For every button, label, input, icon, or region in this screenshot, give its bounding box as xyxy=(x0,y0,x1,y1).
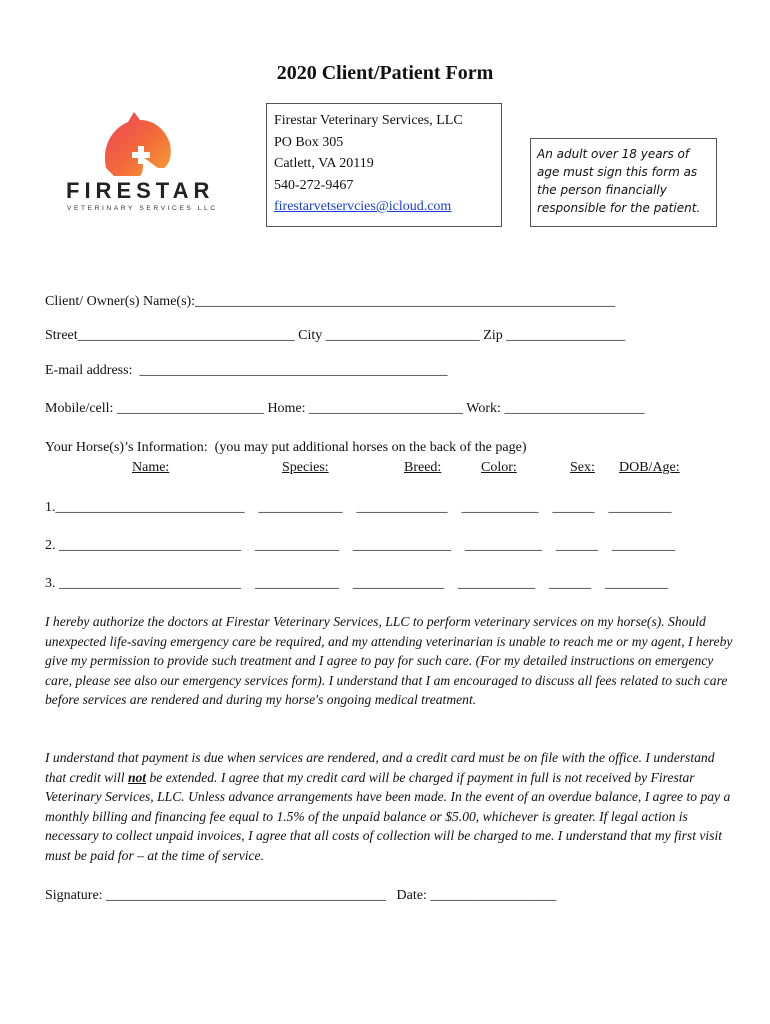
city-state-zip: Catlett, VA 20119 xyxy=(274,156,374,171)
company-name: Firestar Veterinary Services, LLC xyxy=(274,113,463,128)
client-owner-label: Client/ Owner(s) Name(s): xyxy=(45,294,196,309)
zip-label: Zip xyxy=(483,328,503,343)
email-link[interactable]: firestarvetservcies@icloud.com xyxy=(274,199,452,214)
home-label: Home: xyxy=(267,401,306,416)
row-number: 2. xyxy=(45,538,56,553)
payment-text-1: I understand that payment is due when services are rendered, and a credit card must be on file with the office. I understand that credit will xyxy=(45,750,715,785)
form-title: 2020 Client/Patient Form xyxy=(276,62,494,84)
po-box: PO Box 305 xyxy=(274,134,344,150)
zip-field[interactable]: _________________ xyxy=(502,328,626,343)
home-field[interactable]: ______________________ xyxy=(305,401,467,416)
city-field[interactable]: ______________________ xyxy=(322,328,484,343)
row-number: 3. xyxy=(45,576,56,591)
not-emphasis: not xyxy=(127,769,147,785)
payment-text-2: be extended. I agree that my credit card will be charged if payment in full is not received by Firestar Veterinary Services, LLC. Unless advance arrangements have been made. In the event of an overdue balance, I agree to pay a monthly billing and financing fee equal to 1.5% of the unpaid balance or $5.00, whichever is greater. If legal action is necessary to collect unpaid invoices, I agree that all costs of collection will be charged to me. I understand that my first visit must be paid for – at the time of service. xyxy=(45,769,731,863)
signature-label: Signature: xyxy=(45,888,103,903)
client-owner-field[interactable]: ____________________________________________________________ xyxy=(195,294,616,309)
row-number: 1. xyxy=(45,500,56,515)
email-field[interactable]: ____________________________________________ xyxy=(132,363,448,378)
address-box xyxy=(266,103,502,227)
column-species: Species: xyxy=(282,460,329,475)
horse-section-heading: Your Horse(s)’s Information: (you may put additional horses on the back of the page) xyxy=(45,440,527,455)
horse-row-3[interactable]: 3. __________________________ ____________ _____________ ___________ ______ _________ xyxy=(45,576,668,591)
horse-row-2[interactable]: 2. __________________________ ____________ ______________ ___________ ______ _________ xyxy=(45,538,675,553)
street-field[interactable]: _______________________________ xyxy=(77,328,299,343)
phone-number: 540-272-9467 xyxy=(274,177,354,193)
adult-signature-note: An adult over 18 years of age must sign this form as the person financially responsible for the patient. xyxy=(530,138,717,227)
signature-field[interactable]: ________________________________________ xyxy=(102,888,397,903)
work-label: Work: xyxy=(466,401,501,416)
column-sex: Sex: xyxy=(570,460,595,475)
date-label: Date: xyxy=(396,888,427,903)
column-breed: Breed: xyxy=(404,460,442,475)
logo-wordmark: FIRESTAR xyxy=(66,178,215,203)
address-row xyxy=(45,328,625,344)
city-label: City xyxy=(298,328,323,343)
signature-row xyxy=(45,888,556,904)
mobile-label: Mobile/cell: xyxy=(45,401,114,416)
column-color: Color: xyxy=(481,460,517,475)
work-field[interactable]: ____________________ xyxy=(500,401,645,416)
email-label: E-mail address: xyxy=(45,363,133,378)
mobile-field[interactable]: _____________________ xyxy=(113,401,268,416)
horse-row-1[interactable]: 1.___________________________ ____________ _____________ ___________ ______ _________ xyxy=(45,500,672,515)
date-field[interactable]: __________________ xyxy=(426,888,557,903)
column-dob-age: DOB/Age: xyxy=(619,460,680,475)
email-row xyxy=(45,363,447,379)
logo-subtitle: VETERINARY SERVICES LLC xyxy=(67,205,218,212)
column-name: Name: xyxy=(132,460,170,475)
client-owner-row xyxy=(45,294,615,310)
street-label: Street xyxy=(45,328,78,343)
payment-paragraph xyxy=(45,748,735,865)
phone-row xyxy=(45,401,644,417)
authorization-paragraph: I hereby authorize the doctors at Firestar Veterinary Services, LLC to perform veterinary services on my horse(s). Should unexpected life-saving emergency care be required, and my attending veterinarian is unable to reach me or my agent, I hereby give my permission to provide such treatment and I agree to pay for such care. (For my detailed instructions on emergency care, please see also our emergency services form). I understand that I am encouraged to discuss all fees related to such care before services are rendered and during my horse's ongoing medical treatment. xyxy=(45,614,733,707)
